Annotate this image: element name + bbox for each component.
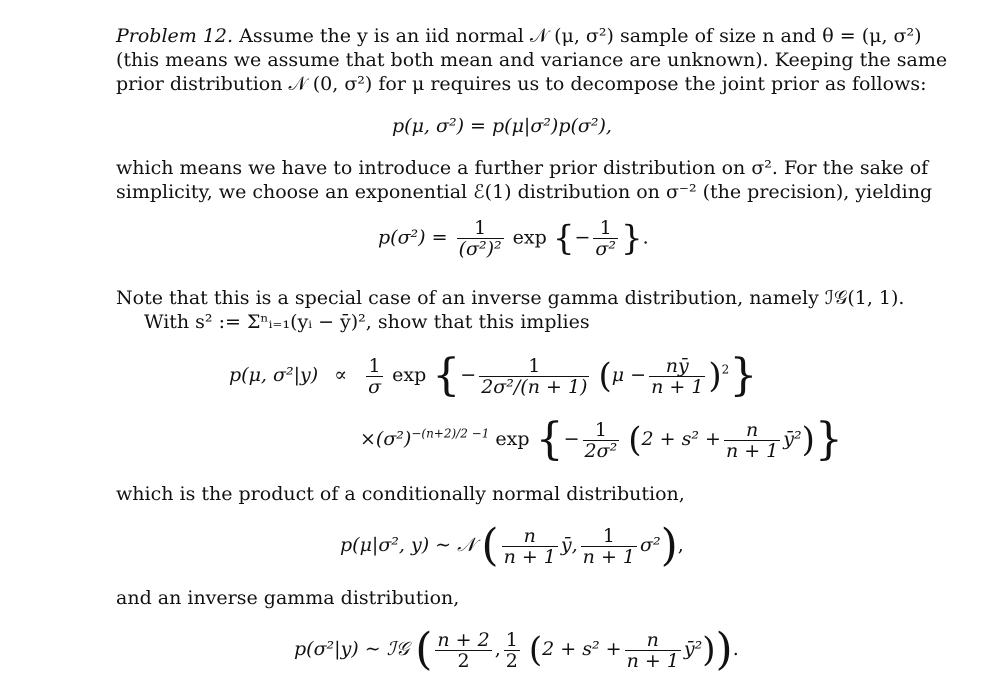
eq2-num: 1 (457, 218, 504, 239)
eq2-exp: exp (512, 226, 547, 249)
eq5-b-den: 2 (505, 649, 518, 672)
eq5-b-fraction (504, 630, 520, 671)
eq3-row2-c-den: n + 1 (725, 439, 779, 462)
problem-line-2: (this means we assume that both mean and variance are unknown). Keeping the same (116, 49, 948, 71)
eq5-c-fraction (625, 630, 681, 671)
eq4-paren-open: ( (481, 520, 499, 571)
eq5-paren-close: ) (715, 624, 733, 675)
equation-conditional-normal (340, 520, 684, 571)
eq5-inner-paren-close: ) (702, 630, 716, 670)
eq3-row2-exp: exp (495, 428, 530, 450)
problem-line-3: prior distribution 𝒩 (0, σ²) for μ requires us to decompose the joint prior as follows: (116, 73, 927, 95)
eq3-row2-ybar: ȳ² (783, 428, 802, 450)
eq4-b-fraction (581, 526, 637, 567)
paragraph-5: and an inverse gamma distribution, (116, 587, 460, 609)
paragraph-2-line-2: simplicity, we choose an exponential ℰ(1) distribution on σ⁻² (the precision), yielding (116, 181, 933, 203)
eq3-b-num: 1 (479, 356, 589, 377)
eq3-a-den: σ (368, 375, 382, 398)
paragraph-3-line-1: Note that this is a special case of an inverse gamma distribution, namely ℐ𝒢(1, 1). (116, 287, 905, 309)
eq3-paren-close: ) (708, 356, 722, 396)
eq2-fraction (457, 218, 504, 259)
problem-label: Problem 12. (116, 25, 234, 47)
eq3-b-fraction (479, 356, 589, 397)
eq4-a-den: n + 1 (503, 545, 556, 568)
equation-posterior-row-2: $\times(\sigma^2)^{-(n+2)/2 -1}$ exp {− $\frac{1}{\text{2σ²}}$ (2 + s² + $\frac{n}{n + 1}$ ȳ²)} (360, 414, 843, 465)
eq3-a-fraction (366, 356, 383, 397)
eq3-paren-open: ( (598, 356, 612, 396)
eq3-row2-b-num: 1 (583, 420, 620, 441)
eq3-mu: μ − (611, 364, 647, 386)
eq4-lhs: p(μ|σ², y) ∼ 𝒩 (340, 534, 476, 556)
eq5-a-num: n + 2 (437, 628, 490, 651)
eq5-c-num: n (625, 630, 681, 651)
eq3-prop: ∝ (334, 364, 348, 386)
eq5-inner: 2 + s² + (542, 638, 622, 660)
eq3-brace-close: } (729, 350, 758, 401)
eq3-row2-brace-close: } (814, 414, 843, 465)
eq5-tail: ȳ² (683, 638, 703, 660)
paragraph-4: which is the product of a conditionally normal distribution, (116, 483, 685, 505)
eq3-c-den: n + 1 (651, 375, 704, 398)
eq3-row2-prefix: ×(σ²) (360, 428, 412, 450)
eq3-row2-b-fraction (583, 420, 620, 461)
eq5-inner-paren-open: ( (528, 630, 543, 670)
eq3-row2-paren-close: ) (801, 420, 815, 460)
eq2-brace-open: { (552, 218, 575, 259)
paragraph-2-line-1: which means we have to introduce a further prior distribution on σ². For the sake of (116, 157, 929, 179)
eq4-paren-close: ) (660, 520, 678, 571)
eq3-exp: exp (392, 364, 427, 386)
eq4-b-tail: σ² (640, 534, 661, 556)
eq5-lhs: p(σ²|y) ∼ ℐ𝒢 (294, 638, 410, 660)
problem-text-1: Assume the y is an iid normal 𝒩 (μ, σ²) sample of size n and θ = (μ, σ²) (239, 25, 922, 47)
eq3-row2-power: −(n+2)/2 −1 (411, 426, 490, 441)
equation-joint-prior: p(μ, σ²) = p(μ|σ²)p(σ²), (392, 115, 612, 137)
eq5-a-den: 2 (457, 649, 470, 672)
eq5-paren-open: ( (415, 624, 433, 675)
eq3-row2-paren-open: ( (628, 420, 642, 460)
eq3-row2-brace-open: { (535, 414, 564, 465)
eq3-c-num: nȳ (649, 356, 705, 377)
eq3-row2-b-den: 2σ² (584, 439, 618, 462)
eq3-lhs: p(μ, σ²|y) (229, 364, 319, 386)
eq4-b-num: 1 (581, 526, 637, 547)
eq3-b-den: 2σ²/(n + 1) (481, 375, 588, 398)
eq3-brace-open: { (432, 350, 461, 401)
eq4-end: , (677, 534, 684, 556)
eq3-row2-c-fraction (724, 420, 780, 461)
eq5-end: . (732, 638, 739, 660)
equation-inverse-gamma: p(σ²|y) ∼ ℐ𝒢 ( $\frac{n + 2}{2}$ , $\frac{1}{2}$ (2 + s² + $\frac{n}{n + 1}$ ȳ²)). (294, 624, 739, 675)
eq5-b-num: 1 (505, 628, 518, 651)
paragraph-3-line-2: With s² := Σⁿᵢ₌₁(yᵢ − ȳ)², show that this implies (144, 311, 590, 333)
eq4-a-fraction (502, 526, 558, 567)
problem-line-1 (116, 24, 922, 48)
equation-sigma-prior: p(σ²) = $\frac{1}{\text{(σ²)²}}$ exp {− $\frac{1}{\text{σ²}}$ }. (378, 217, 649, 260)
eq2-inner-den: σ² (595, 238, 616, 260)
equation-posterior-row-1: p(μ, σ²|y) ∝ $\frac{1}{\sigma}$ exp {− $\frac{1}{\text{2σ²/(n + 1)}}$ (μ − $\frac{nȳ}{n + 1}$ )$^2$} (229, 350, 758, 401)
eq4-a-num: n (502, 526, 558, 547)
eq4-b-den: n + 1 (582, 545, 635, 568)
eq2-brace-close: } (621, 218, 643, 259)
eq5-a-fraction (435, 630, 491, 671)
eq3-row2-c-num: n (724, 420, 780, 441)
eq2-inner-num: 1 (593, 218, 618, 239)
eq3-c-fraction (649, 356, 705, 397)
eq5-c-den: n + 1 (626, 649, 679, 672)
eq3-row2-inner: 2 + s² + (641, 428, 721, 450)
eq3-a-num: 1 (366, 356, 383, 377)
eq2-den: (σ²)² (458, 238, 502, 260)
eq2-lhs: p(σ²) = (378, 226, 448, 249)
eq4-a-tail: ȳ, (560, 534, 578, 556)
eq2-inner-fraction (593, 218, 618, 259)
